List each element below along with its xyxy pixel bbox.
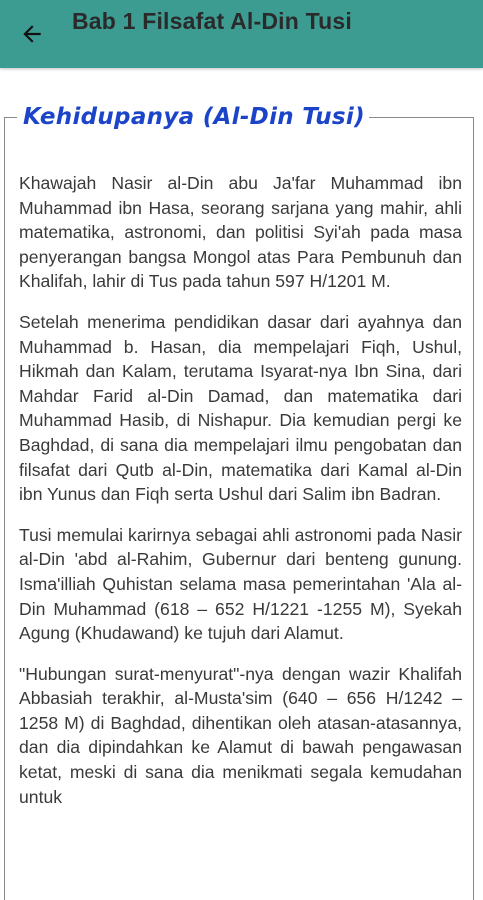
paragraph: Setelah menerima pendidikan dasar dari ayahnya dan Muhammad b. Hasan, dia mempelajari Fiqh, Ushul, Hikmah dan Kalam, terutama Isyarat-nya Ibn Sina, dari Mahdar Farid al-Din Damad, dan matematika dari Muhammad Hasib, di Nishapur. Dia kemudian pergi ke Baghdad, di sana dia mempelajari ilmu pengobatan dan filsafat dari Qutb al-Din, matematika dari Kamal al-Din ibn Yunus dan Fiqh serta Ushul dari Salim ibn Badran. xyxy=(19,311,462,505)
arrow-left-icon xyxy=(19,21,45,47)
back-button[interactable] xyxy=(10,12,54,56)
app-bar xyxy=(0,0,483,68)
section-heading: Kehidupanya (Al-Din Tusi) xyxy=(23,104,365,130)
article-body xyxy=(19,171,462,825)
paragraph: Tusi memulai karirnya sebagai ahli astronomi pada Nasir al-Din 'abd al-Rahim, Gubernur dari benteng gunung. Isma'illiah Quhistan selama masa pemerintahan 'Ala al-Din Muhammad (618 – 652 H/1221 -1255 M), Syekah Agung (Khudawand) ke tujuh dari Alamut. xyxy=(19,524,462,644)
page-title: Bab 1 Filsafat Al-Din Tusi xyxy=(72,8,352,34)
content-scroll-area[interactable] xyxy=(0,68,483,900)
paragraph: Khawajah Nasir al-Din abu Ja'far Muhammad ibn Muhammad ibn Hasa, seorang sarjana yang mahir, ahli matematika, astronomi, dan politisi Syi'ah pada masa penyerangan bangsa Mongol atas Para Pembunuh dan Khalifah, lahir di Tus pada tahun 597 H/1201 M. xyxy=(19,173,462,292)
paragraph: "Hubungan surat-menyurat"-nya dengan wazir Khalifah Abbasiah terakhir, al-Musta'sim (640 – 656 H/1242 – 1258 M) di Baghdad, dihentikan oleh atasan-atasannya, dan dia dipindahkan ke Alamut di bawah pengawasan ketat, meski di sana dia menikmati segala kemudahan untuk xyxy=(19,663,462,807)
